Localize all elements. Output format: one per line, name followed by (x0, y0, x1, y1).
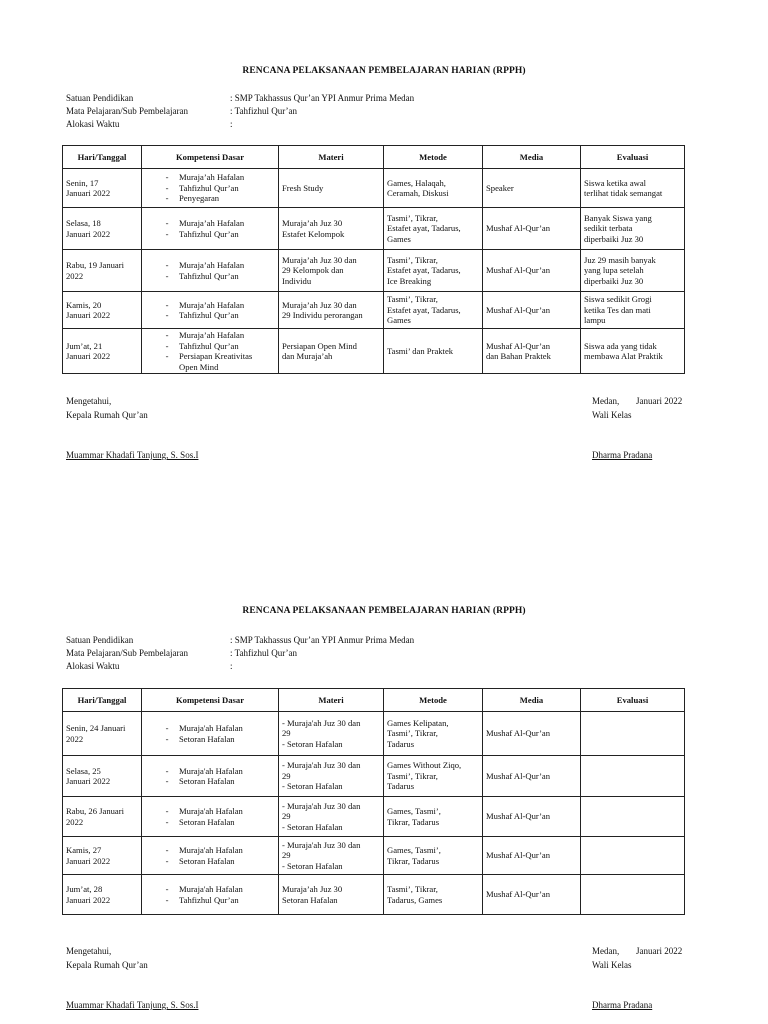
cell-evaluasi: Siswa sedikit Grogi ketika Tes dan mati lampu (581, 292, 685, 329)
signature-right (592, 394, 682, 462)
cell-media: Mushaf Al-Qur’an (483, 250, 581, 292)
competency-list (145, 845, 275, 866)
cell-hari: Rabu, 26 Januari 2022 (63, 797, 142, 837)
meta-row (66, 647, 414, 660)
competency-item (145, 172, 275, 183)
column-header: Metode (384, 146, 483, 169)
competency-text: Muraja'ah Hafalan (179, 845, 243, 855)
meta-value: : SMP Takhassus Qur’an YPI Anmur Prima Medan (230, 635, 415, 645)
signer-name: Dharma Pradana (592, 1000, 653, 1010)
meta-label: Satuan Pendidikan (66, 635, 134, 645)
table-row (63, 712, 685, 756)
cell-media: Mushaf Al-Qur’an (483, 797, 581, 837)
column-header: Evaluasi (581, 689, 685, 712)
cell-metode: Games, Halaqah, Ceramah, Diskusi (384, 169, 483, 208)
competency-item (145, 193, 275, 204)
competency-item (145, 884, 275, 895)
competency-list (145, 884, 275, 905)
sign-role: Wali Kelas (592, 960, 632, 970)
dash-bullet: - (165, 193, 169, 204)
competency-text: Muraja’ah Hafalan (179, 218, 245, 228)
column-header: Materi (279, 689, 384, 712)
cell-evaluasi (581, 797, 685, 837)
meta-value: : (230, 661, 233, 671)
dash-bullet: - (165, 351, 169, 361)
signer-name: Muammar Khadafi Tanjung, S. Sos.I (66, 450, 199, 460)
competency-text: Setoran Hafalan (179, 733, 235, 744)
table-row (63, 169, 685, 208)
cell-hari: Jum’at, 21 Januari 2022 (63, 329, 142, 374)
competency-text: Muraja'ah Hafalan (179, 723, 243, 733)
cell-kompetensi (142, 169, 279, 208)
cell-hari: Senin, 17 Januari 2022 (63, 169, 142, 208)
competency-item (145, 330, 275, 341)
document-title: RENCANA PELAKSANAAN PEMBELAJARAN HARIAN (RPPH) (242, 606, 526, 616)
dash-bullet: - (165, 733, 169, 744)
cell-materi: - Muraja'ah Juz 30 dan 29 - Setoran Hafalan (279, 712, 384, 756)
competency-text: Muraja'ah Hafalan (179, 806, 243, 816)
table-row (63, 329, 685, 374)
dash-bullet: - (165, 330, 169, 340)
cell-hari: Selasa, 18 Januari 2022 (63, 208, 142, 250)
cell-evaluasi (581, 712, 685, 756)
meta-row (66, 634, 414, 647)
competency-text: Setoran Hafalan (179, 776, 235, 786)
competency-item (145, 723, 275, 734)
competency-text: Setoran Hafalan (179, 855, 235, 866)
document-title: RENCANA PELAKSANAAN PEMBELAJARAN HARIAN (RPPH) (242, 66, 526, 76)
meta-label: Alokasi Waktu (66, 119, 120, 129)
competency-text: Muraja’ah Hafalan (179, 299, 245, 310)
competency-item (145, 271, 275, 282)
competency-item (145, 776, 275, 787)
cell-materi: Persiapan Open Mind dan Muraja’ah (279, 329, 384, 374)
cell-metode: Games Without Ziqo, Tasmi’, Tikrar, Tadarus (384, 756, 483, 797)
dash-bullet: - (165, 218, 169, 228)
cell-media: Mushaf Al-Qur’an (483, 756, 581, 797)
competency-text: Muraja’ah Hafalan (179, 260, 245, 270)
table-header-row (63, 146, 685, 169)
competency-text: Tahfizhul Qur’an (179, 270, 239, 281)
cell-hari: Rabu, 19 Januari 2022 (63, 250, 142, 292)
column-header: Media (483, 689, 581, 712)
cell-kompetensi (142, 208, 279, 250)
cell-materi: - Muraja'ah Juz 30 dan 29 - Setoran Hafalan (279, 797, 384, 837)
table-row (63, 797, 685, 837)
meta-row (66, 660, 414, 673)
cell-evaluasi: Juz 29 masih banyak yang lupa setelah diperbaiki Juz 30 (581, 250, 685, 292)
table-row (63, 875, 685, 915)
table-row (63, 837, 685, 875)
column-header: Kompetensi Dasar (142, 689, 279, 712)
competency-list (145, 806, 275, 827)
cell-evaluasi: Siswa ada yang tidak membawa Alat Praktik (581, 329, 685, 374)
column-header: Metode (384, 689, 483, 712)
table-header-row (63, 689, 685, 712)
competency-item (145, 351, 275, 372)
dash-bullet: - (165, 806, 169, 816)
sign-date (592, 944, 682, 958)
cell-metode: Tasmi’, Tikrar, Estafet ayat, Tadarus, Games (384, 208, 483, 250)
meta-value: : Tahfizhul Qur’an (230, 106, 298, 116)
competency-list (145, 766, 275, 787)
competency-item (145, 845, 275, 856)
column-header: Hari/Tanggal (63, 689, 142, 712)
dash-bullet: - (165, 894, 169, 905)
column-header: Evaluasi (581, 146, 685, 169)
cell-materi: - Muraja'ah Juz 30 dan 29 - Setoran Hafalan (279, 756, 384, 797)
cell-metode: Games, Tasmi’, Tikrar, Tadarus (384, 837, 483, 875)
cell-hari: Kamis, 20 Januari 2022 (63, 292, 142, 329)
meta-label: Mata Pelajaran/Sub Pembelajaran (66, 106, 188, 116)
table-row (63, 292, 685, 329)
dash-bullet: - (165, 723, 169, 733)
dash-bullet: - (165, 776, 169, 786)
table-row (63, 208, 685, 250)
cell-materi: - Muraja'ah Juz 30 dan 29 - Setoran Hafalan (279, 837, 384, 875)
competency-list (145, 300, 275, 321)
cell-media: Mushaf Al-Qur’an (483, 712, 581, 756)
dash-bullet: - (165, 299, 169, 310)
cell-metode: Tasmi’ dan Praktek (384, 329, 483, 374)
dash-bullet: - (165, 855, 169, 866)
meta-info (66, 92, 414, 131)
competency-text: Tahfizhul Qur’an (179, 340, 239, 351)
signature-left (66, 944, 198, 1012)
sign-city: Medan, (592, 946, 620, 956)
competency-text: Penyegaran (179, 193, 220, 204)
cell-hari: Jum’at, 28 Januari 2022 (63, 875, 142, 915)
competency-item (145, 300, 275, 311)
competency-item (145, 817, 275, 828)
competency-item (145, 766, 275, 777)
dash-bullet: - (165, 182, 169, 193)
competency-text: Tahfizhul Qur’an (179, 310, 239, 320)
sign-line: Kepala Rumah Qur’an (66, 960, 148, 970)
cell-hari: Selasa, 25 Januari 2022 (63, 756, 142, 797)
column-header: Kompetensi Dasar (142, 146, 279, 169)
dash-bullet: - (165, 228, 169, 239)
signature-left (66, 394, 198, 462)
sign-month: Januari 2022 (636, 396, 683, 406)
meta-row (66, 92, 414, 105)
cell-media: Mushaf Al-Qur’an (483, 837, 581, 875)
meta-value: : Tahfizhul Qur’an (230, 648, 298, 658)
signer-name: Muammar Khadafi Tanjung, S. Sos.I (66, 1000, 199, 1010)
cell-metode: Games Kelipatan, Tasmi’, Tikrar, Tadarus (384, 712, 483, 756)
meta-value: : (230, 119, 233, 129)
cell-kompetensi (142, 875, 279, 915)
plan-table (62, 145, 685, 374)
cell-metode: Games, Tasmi’, Tikrar, Tadarus (384, 797, 483, 837)
cell-materi: Muraja’ah Juz 30 Estafet Kelompok (279, 208, 384, 250)
table-row (63, 756, 685, 797)
cell-metode: Tasmi’, Tikrar, Tadarus, Games (384, 875, 483, 915)
meta-value: : SMP Takhassus Qur’an YPI Anmur Prima Medan (230, 93, 415, 103)
cell-kompetensi (142, 712, 279, 756)
cell-media: Mushaf Al-Qur’an (483, 208, 581, 250)
competency-text: Setoran Hafalan (179, 816, 235, 827)
table-row (63, 250, 685, 292)
cell-kompetensi (142, 797, 279, 837)
cell-kompetensi (142, 329, 279, 374)
competency-text: Tahfizhul Qur’an (179, 894, 239, 905)
cell-materi: Muraja’ah Juz 30 dan 29 Kelompok dan Individu (279, 250, 384, 292)
competency-text: Muraja’ah Hafalan (179, 172, 245, 183)
competency-item (145, 734, 275, 745)
competency-text: Persiapan Kreativitas Open Mind (179, 351, 253, 372)
column-header: Materi (279, 146, 384, 169)
sign-line: Mengetahui, (66, 946, 112, 956)
cell-evaluasi (581, 756, 685, 797)
competency-item (145, 260, 275, 271)
sign-city: Medan, (592, 396, 620, 406)
cell-kompetensi (142, 292, 279, 329)
cell-evaluasi (581, 875, 685, 915)
dash-bullet: - (165, 845, 169, 855)
cell-evaluasi: Banyak Siswa yang sedikit terbata diperbaiki Juz 30 (581, 208, 685, 250)
cell-metode: Tasmi’, Tikrar, Estafet ayat, Tadarus, Games (384, 292, 483, 329)
competency-item (145, 229, 275, 240)
column-header: Hari/Tanggal (63, 146, 142, 169)
competency-text: Muraja'ah Hafalan (179, 765, 243, 776)
competency-item (145, 310, 275, 321)
competency-item (145, 806, 275, 817)
competency-item (145, 218, 275, 229)
meta-info (66, 634, 414, 673)
cell-kompetensi (142, 250, 279, 292)
cell-media: Mushaf Al-Qur’an (483, 292, 581, 329)
sign-month: Januari 2022 (636, 946, 683, 956)
competency-text: Muraja’ah Hafalan (179, 330, 245, 340)
dash-bullet: - (165, 884, 169, 894)
column-header: Media (483, 146, 581, 169)
signature-right (592, 944, 682, 1012)
cell-metode: Tasmi’, Tikrar, Estafet ayat, Tadarus, Ice Breaking (384, 250, 483, 292)
cell-kompetensi (142, 756, 279, 797)
meta-label: Satuan Pendidikan (66, 93, 134, 103)
cell-materi: Muraja’ah Juz 30 dan 29 Individu perorangan (279, 292, 384, 329)
competency-list (145, 723, 275, 744)
cell-media: Speaker (483, 169, 581, 208)
cell-materi: Fresh Study (279, 169, 384, 208)
cell-media: Mushaf Al-Qur’an (483, 875, 581, 915)
competency-list (145, 330, 275, 372)
dash-bullet: - (165, 270, 169, 281)
cell-hari: Kamis, 27 Januari 2022 (63, 837, 142, 875)
dash-bullet: - (165, 310, 169, 320)
sign-role: Wali Kelas (592, 410, 632, 420)
plan-table (62, 688, 685, 915)
cell-kompetensi (142, 837, 279, 875)
sign-line: Mengetahui, (66, 396, 112, 406)
dash-bullet: - (165, 340, 169, 351)
competency-text: Tahfizhul Qur’an (179, 228, 239, 239)
competency-text: Muraja'ah Hafalan (179, 884, 243, 894)
sign-line: Kepala Rumah Qur’an (66, 410, 148, 420)
dash-bullet: - (165, 816, 169, 827)
cell-evaluasi: Siswa ketika awal terlihat tidak semangat (581, 169, 685, 208)
meta-row (66, 118, 414, 131)
competency-item (145, 341, 275, 352)
meta-label: Alokasi Waktu (66, 661, 120, 671)
meta-label: Mata Pelajaran/Sub Pembelajaran (66, 648, 188, 658)
competency-item (145, 856, 275, 867)
competency-list (145, 260, 275, 281)
competency-item (145, 895, 275, 906)
competency-text: Tahfizhul Qur’an (179, 182, 239, 193)
cell-evaluasi (581, 837, 685, 875)
cell-materi: Muraja’ah Juz 30 Setoran Hafalan (279, 875, 384, 915)
dash-bullet: - (165, 260, 169, 270)
dash-bullet: - (165, 765, 169, 776)
competency-list (145, 172, 275, 204)
competency-list (145, 218, 275, 239)
signer-name: Dharma Pradana (592, 450, 653, 460)
cell-hari: Senin, 24 Januari 2022 (63, 712, 142, 756)
meta-row (66, 105, 414, 118)
sign-date (592, 394, 682, 408)
cell-media: Mushaf Al-Qur’an dan Bahan Praktek (483, 329, 581, 374)
competency-item (145, 183, 275, 194)
dash-bullet: - (165, 172, 169, 183)
